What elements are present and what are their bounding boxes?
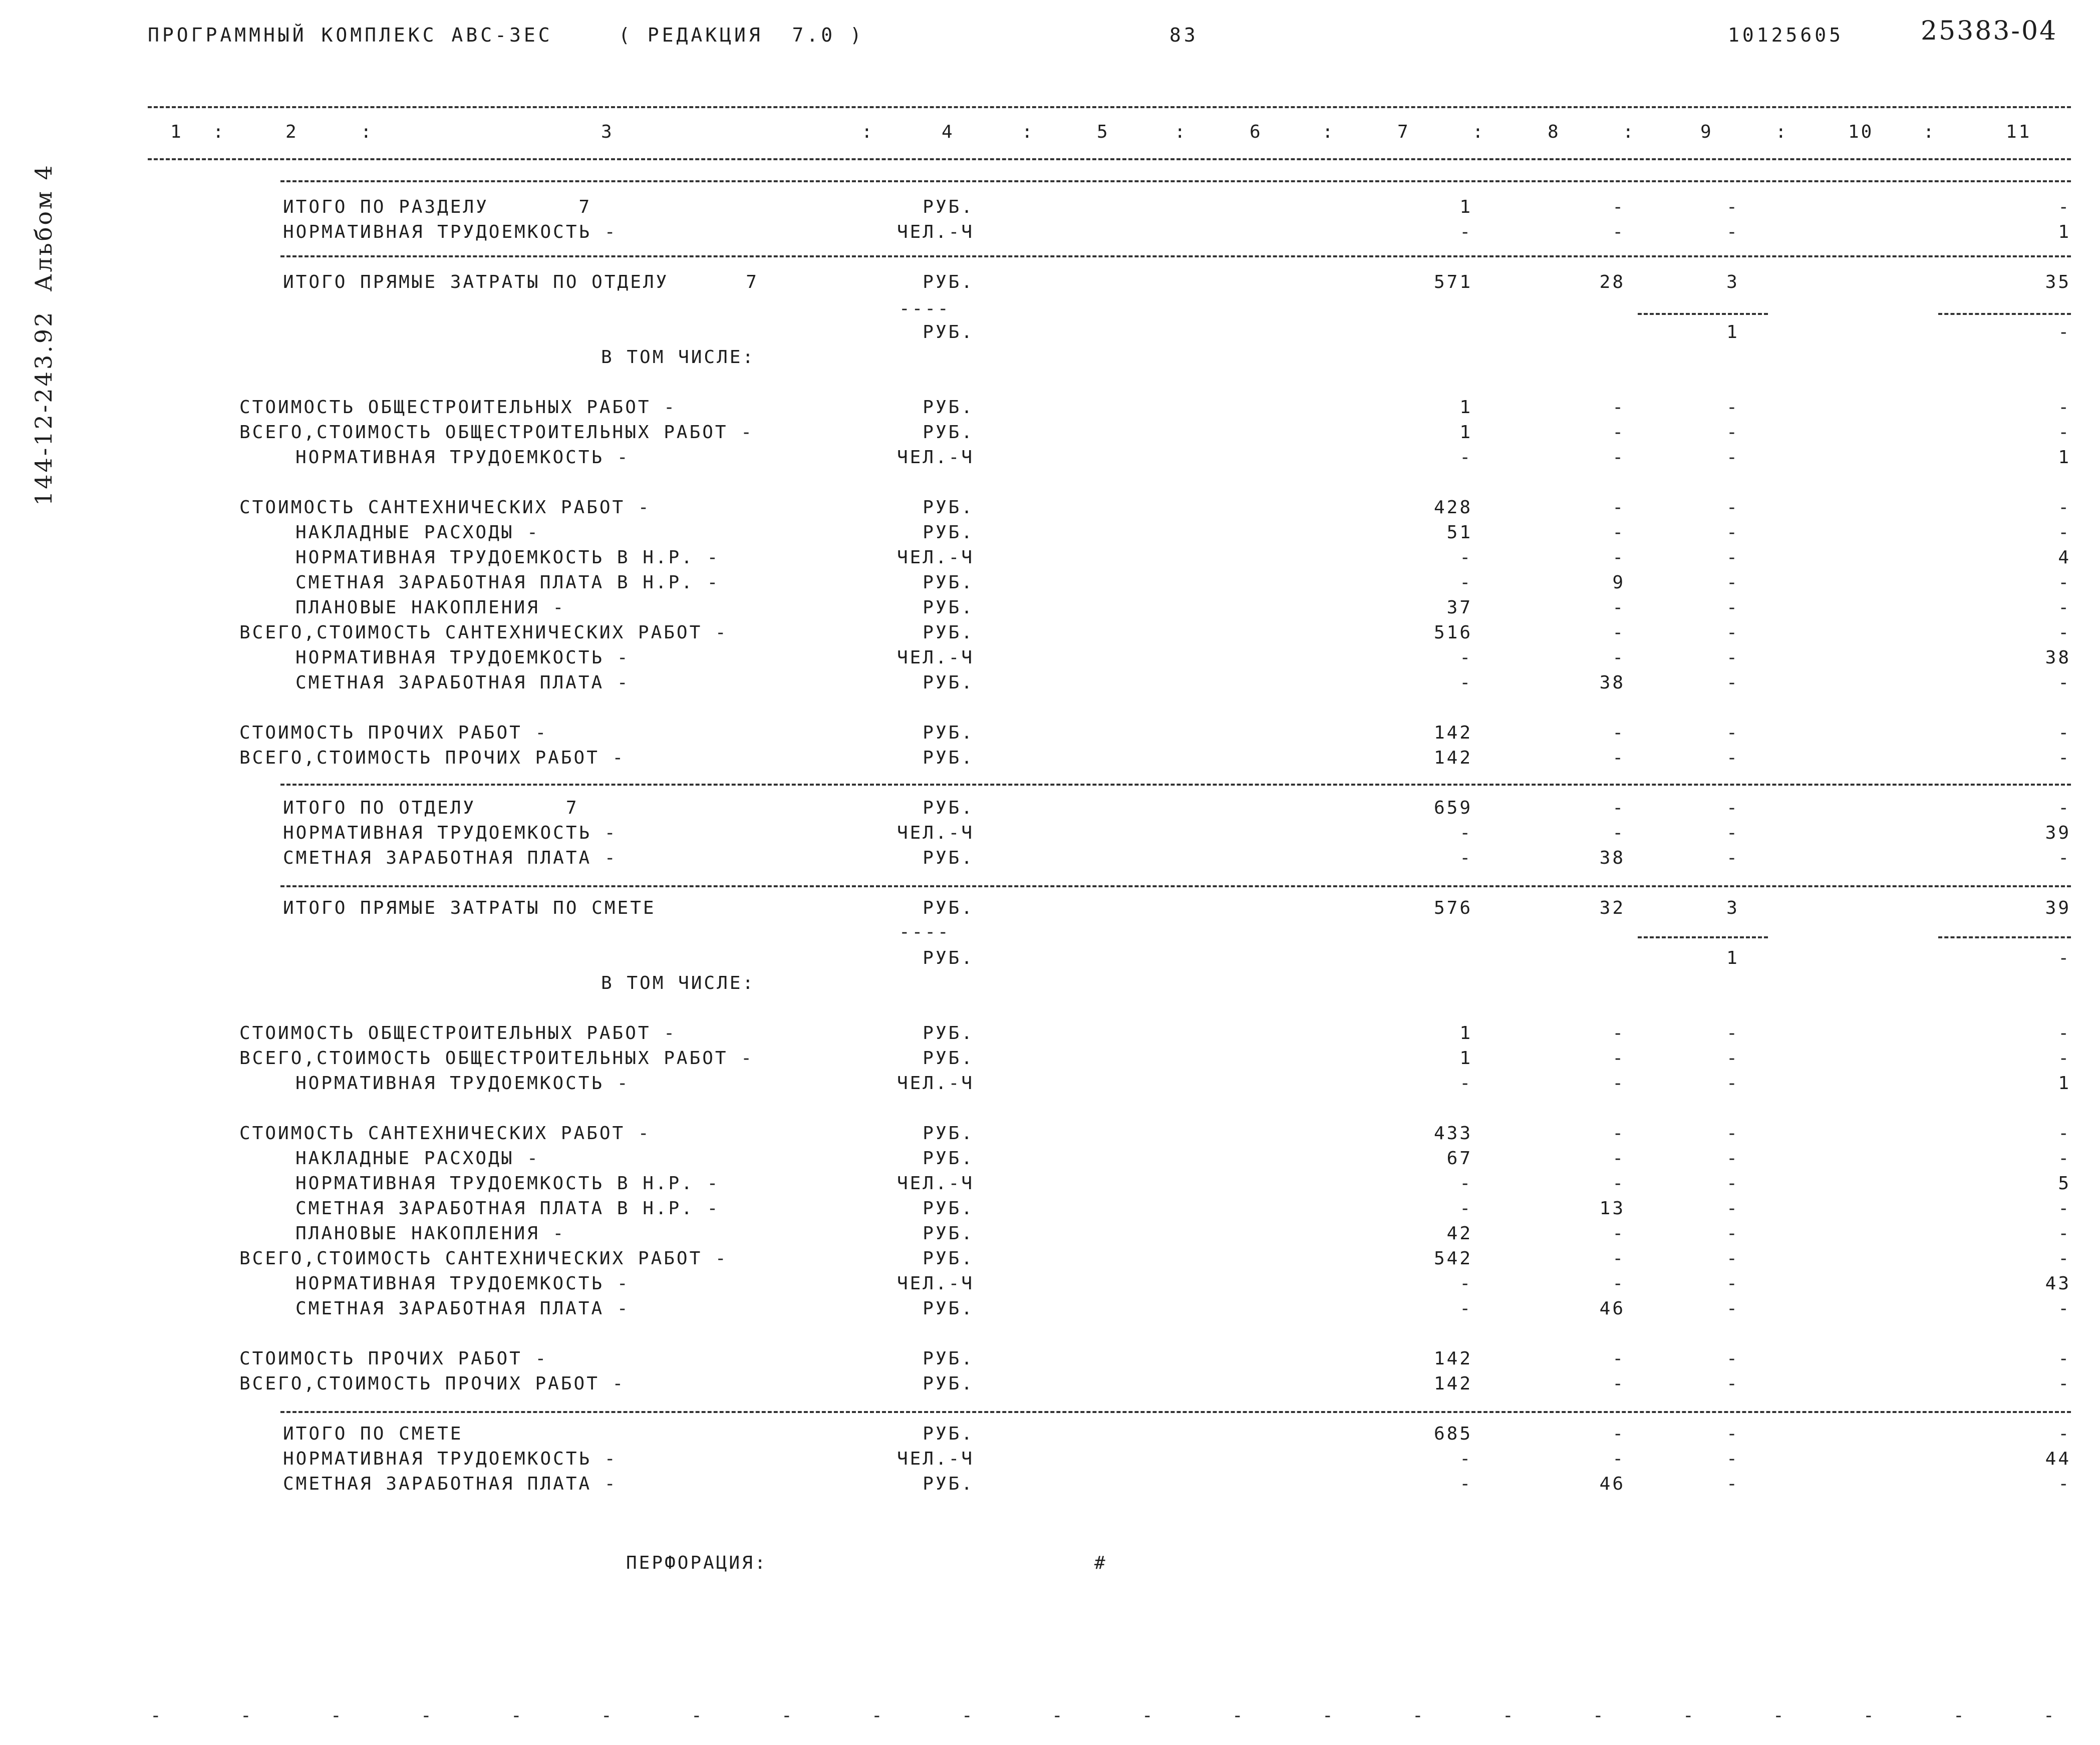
column-number: 6 <box>1250 122 1263 142</box>
cell-col-11: - <box>2058 1248 2071 1269</box>
cell-col-11: - <box>2058 422 2071 443</box>
cell-col-7: - <box>1459 1073 1472 1094</box>
row-label: СМЕТНАЯ ЗАРАБОТНАЯ ПЛАТА - <box>283 848 618 868</box>
cell-col-11: - <box>2058 1148 2071 1169</box>
row-label: СМЕТНАЯ ЗАРАБОТНАЯ ПЛАТА - <box>283 1474 618 1494</box>
perforation-mark: - <box>1863 1705 1876 1726</box>
cell-col-9: - <box>1726 1298 1739 1319</box>
cell-col-7: 1 <box>1459 1023 1472 1043</box>
row-label: ВСЕГО,СТОИМОСТЬ ОБЩЕСТРОИТЕЛЬНЫХ РАБОТ - <box>239 422 754 443</box>
cell-col-11: 4 <box>2058 547 2071 568</box>
cell-col-9: - <box>1726 1223 1739 1244</box>
cell-col-11: - <box>2058 497 2071 518</box>
column-separator: : <box>1322 122 1335 142</box>
row-label: СМЕТНАЯ ЗАРАБОТНАЯ ПЛАТА - <box>295 672 630 693</box>
separator <box>280 885 2071 887</box>
column-separator: : <box>1923 122 1936 142</box>
column-number: 4 <box>942 122 955 142</box>
cell-col-8: - <box>1612 1273 1625 1294</box>
row-label: НОРМАТИВНАЯ ТРУДОЕМКОСТЬ - <box>283 1449 618 1469</box>
row-label: ВСЕГО,СТОИМОСТЬ САНТЕХНИЧЕСКИХ РАБОТ - <box>239 1248 728 1269</box>
row-unit: РУБ. <box>923 622 974 643</box>
perforation-mark: - <box>1052 1705 1065 1726</box>
separator <box>280 180 2071 182</box>
column-number: 8 <box>1548 122 1561 142</box>
row-label: НОРМАТИВНАЯ ТРУДОЕМКОСТЬ - <box>295 647 630 668</box>
cell-col-11: - <box>2058 1123 2071 1144</box>
column-number: 5 <box>1097 122 1110 142</box>
cell-col-11: 35 <box>2045 272 2071 292</box>
cell-col-9: 3 <box>1726 898 1739 918</box>
row-unit: ЧЕЛ.-Ч <box>896 222 974 242</box>
row-unit: РУБ. <box>923 1123 974 1144</box>
cell-col-11: 44 <box>2045 1449 2071 1469</box>
perforation-mark: - <box>1953 1705 1966 1726</box>
cell-col-7: - <box>1459 1298 1472 1319</box>
perforation-mark: - <box>331 1705 344 1726</box>
cell-col-7: 37 <box>1446 597 1472 618</box>
cell-col-7: 51 <box>1446 522 1472 543</box>
row-unit: РУБ. <box>923 1298 974 1319</box>
row-label: НОРМАТИВНАЯ ТРУДОЕМКОСТЬ В Н.Р. - <box>295 1173 720 1194</box>
cell-col-8: - <box>1612 1248 1625 1269</box>
row-label: СТОИМОСТЬ ОБЩЕСТРОИТЕЛЬНЫХ РАБОТ - <box>239 397 677 418</box>
cell-col-8: - <box>1612 1223 1625 1244</box>
cell-col-11: - <box>2058 1048 2071 1069</box>
perforation-mark: - <box>781 1705 794 1726</box>
cell-col-8: - <box>1612 197 1625 217</box>
cell-col-11: - <box>2058 1223 2071 1244</box>
column-rule <box>148 158 2071 160</box>
cell-col-8: - <box>1612 1048 1625 1069</box>
perforation-mark: - <box>871 1705 884 1726</box>
cell-col-7: 542 <box>1433 1248 1472 1269</box>
cell-col-11: - <box>2058 948 2071 968</box>
cell-col-8: 46 <box>1599 1298 1625 1319</box>
stamp-number: 25383-04 <box>1921 16 2058 46</box>
row-label: НОРМАТИВНАЯ ТРУДОЕМКОСТЬ - <box>295 1273 630 1294</box>
row-unit: РУБ. <box>923 948 974 968</box>
cell-col-9: - <box>1726 1424 1739 1444</box>
cell-col-7: - <box>1459 1474 1472 1494</box>
perforation-mark: - <box>240 1705 253 1726</box>
cell-col-9: - <box>1726 1023 1739 1043</box>
perforation-mark: - <box>1593 1705 1606 1726</box>
row-unit: РУБ. <box>923 1248 974 1269</box>
row-unit: РУБ. <box>923 898 974 918</box>
cell-col-11: - <box>2058 798 2071 818</box>
cell-col-9: - <box>1726 522 1739 543</box>
cell-col-8: 38 <box>1599 848 1625 868</box>
row-unit: ЧЕЛ.-Ч <box>896 547 974 568</box>
row-label: НАКЛАДНЫЕ РАСХОДЫ - <box>295 522 540 543</box>
cell-col-9: - <box>1726 1449 1739 1469</box>
row-label: НАКЛАДНЫЕ РАСХОДЫ - <box>295 1148 540 1169</box>
row-unit: ЧЕЛ.-Ч <box>896 1273 974 1294</box>
cell-col-11: - <box>2058 1023 2071 1043</box>
row-unit: РУБ. <box>923 322 974 342</box>
row-unit: РУБ. <box>923 422 974 443</box>
row-unit: РУБ. <box>923 397 974 418</box>
row-unit: РУБ. <box>923 1023 974 1043</box>
cell-col-7: 571 <box>1433 272 1472 292</box>
cell-col-7: 685 <box>1433 1424 1472 1444</box>
row-label: ИТОГО ПО СМЕТЕ <box>283 1424 463 1444</box>
row-unit: РУБ. <box>923 522 974 543</box>
column-separator: : <box>213 122 226 142</box>
cell-col-8: - <box>1612 1148 1625 1169</box>
unit-dashes: ---- <box>899 298 951 319</box>
cell-col-7: - <box>1459 1273 1472 1294</box>
cell-col-9: - <box>1726 1048 1739 1069</box>
perforation-mark: - <box>601 1705 614 1726</box>
cell-col-8: - <box>1612 422 1625 443</box>
cell-col-9: - <box>1726 723 1739 743</box>
cell-col-8: - <box>1612 647 1625 668</box>
perforation-mark: - <box>962 1705 975 1726</box>
perforation-mark: - <box>1773 1705 1786 1726</box>
cell-col-11: - <box>2058 522 2071 543</box>
row-label: ИТОГО ПО РАЗДЕЛУ 7 <box>283 197 592 217</box>
cell-col-8: - <box>1612 748 1625 768</box>
row-unit: РУБ. <box>923 497 974 518</box>
cell-col-7: - <box>1459 647 1472 668</box>
cell-col-11: - <box>2058 1298 2071 1319</box>
cell-col-9: - <box>1726 647 1739 668</box>
row-label: НОРМАТИВНАЯ ТРУДОЕМКОСТЬ - <box>283 222 618 242</box>
cell-col-9: - <box>1726 222 1739 242</box>
cell-col-11: - <box>2058 397 2071 418</box>
cell-col-7: - <box>1459 1198 1472 1219</box>
cell-col-11: 1 <box>2058 447 2071 468</box>
row-label: В ТОМ ЧИСЛЕ: <box>601 347 756 368</box>
row-unit: ЧЕЛ.-Ч <box>896 1173 974 1194</box>
cell-col-9: - <box>1726 622 1739 643</box>
cell-col-8: 9 <box>1612 572 1625 593</box>
cell-col-8: - <box>1612 522 1625 543</box>
row-label: ВСЕГО,СТОИМОСТЬ ПРОЧИХ РАБОТ - <box>239 1373 626 1394</box>
perforation-mark: - <box>511 1705 524 1726</box>
row-unit: ЧЕЛ.-Ч <box>896 823 974 843</box>
cell-col-8: 13 <box>1599 1198 1625 1219</box>
cell-col-7: - <box>1459 672 1472 693</box>
cell-col-9: - <box>1726 672 1739 693</box>
cell-col-11: - <box>2058 197 2071 217</box>
perforation-mark: - <box>1412 1705 1425 1726</box>
row-unit: ЧЕЛ.-Ч <box>896 647 974 668</box>
cell-col-9: - <box>1726 823 1739 843</box>
subtotal-underline <box>1638 936 1768 938</box>
cell-col-7: - <box>1459 547 1472 568</box>
cell-col-11: 38 <box>2045 647 2071 668</box>
row-label: ИТОГО ПРЯМЫЕ ЗАТРАТЫ ПО ОТДЕЛУ 7 <box>283 272 759 292</box>
cell-col-7: 428 <box>1433 497 1472 518</box>
cell-col-9: - <box>1726 1273 1739 1294</box>
cell-col-9: - <box>1726 798 1739 818</box>
cell-col-11: - <box>2058 1198 2071 1219</box>
cell-col-8: - <box>1612 447 1625 468</box>
cell-col-11: - <box>2058 672 2071 693</box>
cell-col-11: - <box>2058 1424 2071 1444</box>
cell-col-7: 576 <box>1433 898 1472 918</box>
cell-col-8: 32 <box>1599 898 1625 918</box>
perforation-value: # <box>1094 1553 1107 1573</box>
cell-col-9: - <box>1726 748 1739 768</box>
cell-col-8: - <box>1612 1173 1625 1194</box>
cell-col-11: - <box>2058 848 2071 868</box>
column-number: 7 <box>1397 122 1410 142</box>
row-unit: РУБ. <box>923 848 974 868</box>
cell-col-9: - <box>1726 547 1739 568</box>
row-unit: РУБ. <box>923 1148 974 1169</box>
column-separator: : <box>861 122 874 142</box>
column-separator: : <box>361 122 374 142</box>
cell-col-8: - <box>1612 1023 1625 1043</box>
row-label: ИТОГО ПРЯМЫЕ ЗАТРАТЫ ПО СМЕТЕ <box>283 898 656 918</box>
cell-col-11: - <box>2058 723 2071 743</box>
cell-col-11: 1 <box>2058 1073 2071 1094</box>
row-unit: ЧЕЛ.-Ч <box>896 1073 974 1094</box>
row-label: СМЕТНАЯ ЗАРАБОТНАЯ ПЛАТА В Н.Р. - <box>295 572 720 593</box>
cell-col-9: - <box>1726 1474 1739 1494</box>
edition-label: ( РЕДАКЦИЯ 7.0 ) <box>619 24 864 46</box>
cell-col-8: - <box>1612 1073 1625 1094</box>
cell-col-7: 142 <box>1433 1348 1472 1369</box>
cell-col-11: 43 <box>2045 1273 2071 1294</box>
perforation-mark: - <box>1142 1705 1155 1726</box>
row-unit: ЧЕЛ.-Ч <box>896 447 974 468</box>
perforation-mark: - <box>691 1705 704 1726</box>
cell-col-7: - <box>1459 572 1472 593</box>
row-unit: РУБ. <box>923 1223 974 1244</box>
cell-col-11: 1 <box>2058 222 2071 242</box>
column-number: 1 <box>170 122 183 142</box>
cell-col-11: 5 <box>2058 1173 2071 1194</box>
row-label: СТОИМОСТЬ САНТЕХНИЧЕСКИХ РАБОТ - <box>239 1123 651 1144</box>
cell-col-11: - <box>2058 597 2071 618</box>
subtotal-underline <box>1938 936 2071 938</box>
cell-col-8: - <box>1612 497 1625 518</box>
cell-col-7: 433 <box>1433 1123 1472 1144</box>
cell-col-7: - <box>1459 1449 1472 1469</box>
cell-col-9: 3 <box>1726 272 1739 292</box>
cell-col-9: - <box>1726 1348 1739 1369</box>
cell-col-7: - <box>1459 1173 1472 1194</box>
cell-col-8: 46 <box>1599 1474 1625 1494</box>
row-unit: РУБ. <box>923 1198 974 1219</box>
row-unit: ЧЕЛ.-Ч <box>896 1449 974 1469</box>
cell-col-7: - <box>1459 447 1472 468</box>
cell-col-7: - <box>1459 222 1472 242</box>
cell-col-9: - <box>1726 397 1739 418</box>
perforation-mark: - <box>150 1705 163 1726</box>
perforation-label: ПЕРФОРАЦИЯ: <box>626 1553 768 1573</box>
cell-col-7: 67 <box>1446 1148 1472 1169</box>
cell-col-9: 1 <box>1726 322 1739 342</box>
column-number: 9 <box>1700 122 1713 142</box>
cell-col-9: - <box>1726 597 1739 618</box>
cell-col-9: - <box>1726 1148 1739 1169</box>
cell-col-11: - <box>2058 322 2071 342</box>
cell-col-9: - <box>1726 848 1739 868</box>
cell-col-7: 1 <box>1459 422 1472 443</box>
cell-col-8: - <box>1612 1373 1625 1394</box>
column-separator: : <box>1174 122 1187 142</box>
column-number: 10 <box>1848 122 1874 142</box>
separator <box>280 784 2071 786</box>
row-label: НОРМАТИВНАЯ ТРУДОЕМКОСТЬ В Н.Р. - <box>295 547 720 568</box>
cell-col-7: 142 <box>1433 748 1472 768</box>
separator <box>280 255 2071 257</box>
cell-col-9: - <box>1726 1123 1739 1144</box>
row-unit: РУБ. <box>923 197 974 217</box>
row-label: ПЛАНОВЫЕ НАКОПЛЕНИЯ - <box>295 1223 566 1244</box>
cell-col-11: - <box>2058 1348 2071 1369</box>
top-rule <box>148 106 2071 108</box>
cell-col-11: - <box>2058 622 2071 643</box>
row-unit: РУБ. <box>923 723 974 743</box>
row-unit: РУБ. <box>923 272 974 292</box>
row-unit: РУБ. <box>923 1373 974 1394</box>
row-label: СТОИМОСТЬ ПРОЧИХ РАБОТ - <box>239 723 548 743</box>
cell-col-7: 516 <box>1433 622 1472 643</box>
cell-col-9: - <box>1726 447 1739 468</box>
cell-col-9: - <box>1726 572 1739 593</box>
separator <box>280 1411 2071 1413</box>
row-unit: РУБ. <box>923 798 974 818</box>
cell-col-11: 39 <box>2045 898 2071 918</box>
row-label: НОРМАТИВНАЯ ТРУДОЕМКОСТЬ - <box>295 447 630 468</box>
cell-col-7: 42 <box>1446 1223 1472 1244</box>
row-label: ПЛАНОВЫЕ НАКОПЛЕНИЯ - <box>295 597 566 618</box>
row-label: НОРМАТИВНАЯ ТРУДОЕМКОСТЬ - <box>283 823 618 843</box>
cell-col-9: - <box>1726 1198 1739 1219</box>
row-label: В ТОМ ЧИСЛЕ: <box>601 973 756 993</box>
row-unit: РУБ. <box>923 1348 974 1369</box>
cell-col-8: 28 <box>1599 272 1625 292</box>
cell-col-8: - <box>1612 222 1625 242</box>
cell-col-8: - <box>1612 823 1625 843</box>
cell-col-7: 1 <box>1459 197 1472 217</box>
perforation-mark: - <box>1232 1705 1245 1726</box>
cell-col-9: - <box>1726 497 1739 518</box>
column-separator: : <box>1775 122 1788 142</box>
row-unit: РУБ. <box>923 748 974 768</box>
cell-col-8: - <box>1612 597 1625 618</box>
cell-col-9: - <box>1726 197 1739 217</box>
cell-col-8: - <box>1612 723 1625 743</box>
cell-col-8: - <box>1612 622 1625 643</box>
row-unit: РУБ. <box>923 572 974 593</box>
perforation-mark: - <box>1503 1705 1516 1726</box>
cell-col-7: 1 <box>1459 1048 1472 1069</box>
perforation-mark: - <box>1683 1705 1696 1726</box>
cell-col-9: - <box>1726 422 1739 443</box>
cell-col-8: - <box>1612 1348 1625 1369</box>
cell-col-11: - <box>2058 1373 2071 1394</box>
row-label: СМЕТНАЯ ЗАРАБОТНАЯ ПЛАТА - <box>295 1298 630 1319</box>
row-unit: РУБ. <box>923 672 974 693</box>
cell-col-7: 659 <box>1433 798 1472 818</box>
cell-col-9: 1 <box>1726 948 1739 968</box>
cell-col-8: - <box>1612 397 1625 418</box>
column-number: 11 <box>2006 122 2032 142</box>
subtotal-underline <box>1638 313 1768 315</box>
row-label: СТОИМОСТЬ ОБЩЕСТРОИТЕЛЬНЫХ РАБОТ - <box>239 1023 677 1043</box>
page-number: 83 <box>1169 24 1198 46</box>
column-separator: : <box>1623 122 1636 142</box>
cell-col-7: 142 <box>1433 723 1472 743</box>
column-separator: : <box>1472 122 1485 142</box>
row-label: ИТОГО ПО ОТДЕЛУ 7 <box>283 798 579 818</box>
row-label: ВСЕГО,СТОИМОСТЬ ОБЩЕСТРОИТЕЛЬНЫХ РАБОТ - <box>239 1048 754 1069</box>
cell-col-9: - <box>1726 1073 1739 1094</box>
column-separator: : <box>1022 122 1035 142</box>
row-unit: РУБ. <box>923 1048 974 1069</box>
program-title: ПРОГРАММНЫЙ КОМПЛЕКС АВС-ЗЕС <box>148 24 553 46</box>
cell-col-7: - <box>1459 848 1472 868</box>
cell-col-7: - <box>1459 823 1472 843</box>
unit-dashes: ---- <box>899 922 951 942</box>
cell-col-8: - <box>1612 547 1625 568</box>
side-label-text: 144-12-243.92 Альбом 4 <box>30 163 57 506</box>
column-number: 3 <box>601 122 614 142</box>
row-label: СТОИМОСТЬ САНТЕХНИЧЕСКИХ РАБОТ - <box>239 497 651 518</box>
row-label: НОРМАТИВНАЯ ТРУДОЕМКОСТЬ - <box>295 1073 630 1094</box>
row-label: ВСЕГО,СТОИМОСТЬ ПРОЧИХ РАБОТ - <box>239 748 626 768</box>
row-label: ВСЕГО,СТОИМОСТЬ САНТЕХНИЧЕСКИХ РАБОТ - <box>239 622 728 643</box>
cell-col-9: - <box>1726 1248 1739 1269</box>
perforation-mark: - <box>2043 1705 2056 1726</box>
cell-col-9: - <box>1726 1173 1739 1194</box>
subtotal-underline <box>1938 313 2071 315</box>
column-number: 2 <box>285 122 298 142</box>
cell-col-7: 1 <box>1459 397 1472 418</box>
cell-col-9: - <box>1726 1373 1739 1394</box>
cell-col-8: - <box>1612 1449 1625 1469</box>
cell-col-8: - <box>1612 1123 1625 1144</box>
cell-col-8: - <box>1612 798 1625 818</box>
row-label: СТОИМОСТЬ ПРОЧИХ РАБОТ - <box>239 1348 548 1369</box>
cell-col-8: - <box>1612 1424 1625 1444</box>
cell-col-7: 142 <box>1433 1373 1472 1394</box>
cell-col-11: - <box>2058 748 2071 768</box>
row-label: СМЕТНАЯ ЗАРАБОТНАЯ ПЛАТА В Н.Р. - <box>295 1198 720 1219</box>
perforation-mark: - <box>1322 1705 1335 1726</box>
cell-col-11: - <box>2058 1474 2071 1494</box>
cell-col-11: - <box>2058 572 2071 593</box>
perforation-mark: - <box>421 1705 434 1726</box>
row-unit: РУБ. <box>923 1474 974 1494</box>
cell-col-8: 38 <box>1599 672 1625 693</box>
document-code: 10125605 <box>1728 24 1844 46</box>
cell-col-11: 39 <box>2045 823 2071 843</box>
row-unit: РУБ. <box>923 597 974 618</box>
row-unit: РУБ. <box>923 1424 974 1444</box>
